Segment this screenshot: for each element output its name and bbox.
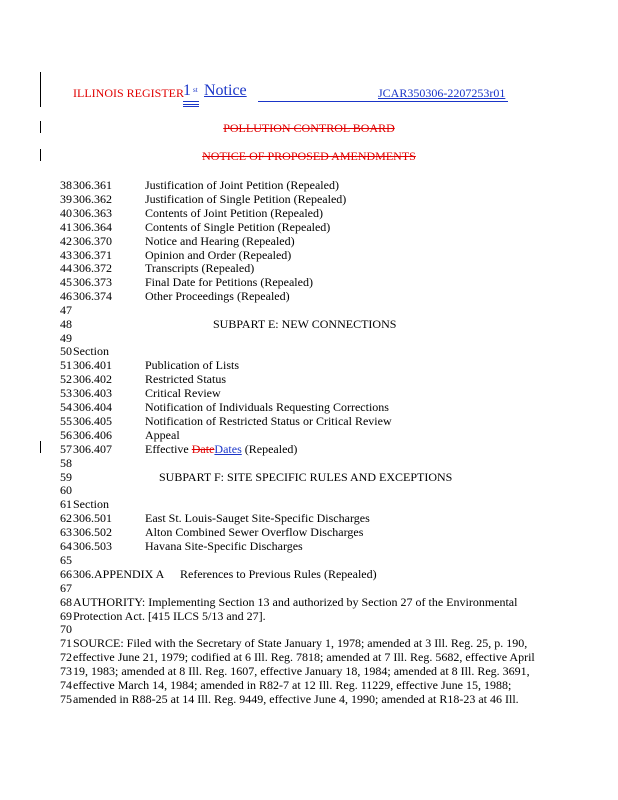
line-number: 41 bbox=[60, 219, 72, 234]
section-number: 306.373 bbox=[73, 275, 112, 290]
change-bar bbox=[40, 72, 41, 107]
line-number: 45 bbox=[60, 275, 72, 290]
line-number: 47 bbox=[60, 303, 72, 317]
deleted-text: Date bbox=[191, 442, 215, 456]
section-title: Restricted Status bbox=[145, 371, 226, 386]
section-number: 306.503 bbox=[73, 538, 112, 553]
section-number: 306.362 bbox=[73, 191, 112, 206]
section-title: Justification of Single Petition (Repealed) bbox=[145, 191, 347, 206]
section-title-amended bbox=[145, 442, 297, 456]
section-title: Critical Review bbox=[145, 385, 221, 400]
paragraph-line: AUTHORITY: Implementing Section 13 and authorized by Section 27 of the Environmental bbox=[73, 595, 518, 609]
section-title: Publication of Lists bbox=[145, 358, 239, 372]
line-number: 48 bbox=[60, 317, 72, 331]
line-number: 69 bbox=[60, 608, 72, 623]
section-number: 306.363 bbox=[73, 205, 112, 220]
section-title: Havana Site-Specific Discharges bbox=[145, 538, 303, 553]
appendix-title: References to Previous Rules (Repealed) bbox=[180, 567, 377, 581]
section-title: Contents of Joint Petition (Repealed) bbox=[145, 205, 323, 220]
section-number: 306.405 bbox=[73, 413, 112, 428]
section-title: East St. Louis-Sauget Site-Specific Discharges bbox=[145, 511, 370, 525]
notice-type: NOTICE OF PROPOSED AMENDMENTS bbox=[202, 149, 416, 163]
line-number: 52 bbox=[60, 371, 72, 386]
line-number: 71 bbox=[60, 636, 72, 650]
line-number: 57 bbox=[60, 442, 72, 456]
line-number: 51 bbox=[60, 358, 72, 372]
line-number: 61 bbox=[60, 497, 72, 511]
section-number: 306.501 bbox=[73, 511, 112, 525]
line-number: 49 bbox=[60, 331, 72, 345]
section-number: 306.404 bbox=[73, 399, 112, 414]
paragraph-line: 19, 1983; amended at 8 Ill. Reg. 1607, effective January 18, 1984; amended at 8 Ill. Reg. 3691, bbox=[73, 663, 530, 678]
subpart-f-heading: SUBPART F: SITE SPECIFIC RULES AND EXCEPTIONS bbox=[159, 470, 453, 484]
section-title: Other Proceedings (Repealed) bbox=[145, 289, 290, 304]
line-number: 39 bbox=[60, 191, 72, 206]
line-number: 64 bbox=[60, 538, 72, 553]
page-number: 1 bbox=[183, 82, 191, 99]
section-number: 306.374 bbox=[73, 289, 112, 304]
line-number: 38 bbox=[60, 178, 72, 192]
section-number: 306.403 bbox=[73, 385, 112, 400]
section-title: Final Date for Petitions (Repealed) bbox=[145, 275, 313, 290]
header-underline bbox=[183, 106, 199, 107]
paragraph-line: effective March 14, 1984; amended in R82-7 at 12 Ill. Reg. 11229, effective June 15, 1988; bbox=[73, 677, 512, 692]
line-number: 72 bbox=[60, 649, 72, 664]
section-title: Transcripts (Repealed) bbox=[145, 261, 255, 276]
line-number: 74 bbox=[60, 677, 72, 692]
register-name: ILLINOIS REGISTER bbox=[73, 86, 184, 100]
section-number: 306.371 bbox=[73, 247, 112, 262]
section-number: 306.402 bbox=[73, 371, 112, 386]
appendix-section: 306.APPENDIX A bbox=[73, 567, 165, 581]
section-title: Notification of Individuals Requesting Corrections bbox=[145, 399, 389, 414]
title-prefix: Effective bbox=[145, 442, 192, 456]
line-number: 59 bbox=[60, 470, 72, 484]
section-number: 306.407 bbox=[73, 442, 112, 456]
section-title: Opinion and Order (Repealed) bbox=[145, 247, 292, 262]
section-title: Justification of Joint Petition (Repealed) bbox=[145, 178, 339, 192]
section-title: Notice and Hearing (Repealed) bbox=[145, 233, 295, 248]
section-title: Alton Combined Sewer Overflow Discharges bbox=[145, 524, 364, 539]
line-number: 40 bbox=[60, 205, 72, 220]
change-bar bbox=[40, 441, 41, 453]
line-number: 75 bbox=[60, 691, 72, 706]
header-double-underline bbox=[183, 101, 199, 105]
section-number: 306.370 bbox=[73, 233, 112, 248]
agency-name: POLLUTION CONTROL BOARD bbox=[223, 121, 395, 135]
section-number: 306.372 bbox=[73, 261, 112, 276]
page-number-superscript: st bbox=[193, 86, 198, 94]
section-number: 306.401 bbox=[73, 358, 112, 372]
section-label: Section bbox=[73, 497, 109, 511]
title-suffix: (Repealed) bbox=[241, 442, 298, 456]
paragraph-line: Protection Act. [415 ILCS 5/13 and 27]. bbox=[73, 608, 266, 623]
line-number: 43 bbox=[60, 247, 72, 262]
header-code: JCAR350306-2207253r01 bbox=[378, 86, 506, 100]
line-number: 60 bbox=[60, 483, 72, 497]
line-number: 66 bbox=[60, 567, 72, 581]
line-number: 70 bbox=[60, 622, 72, 636]
line-number: 67 bbox=[60, 581, 72, 595]
section-number: 306.361 bbox=[73, 178, 112, 192]
line-number: 44 bbox=[60, 261, 72, 276]
line-number: 58 bbox=[60, 456, 72, 470]
line-number: 54 bbox=[60, 399, 72, 414]
section-label: Section bbox=[73, 344, 109, 358]
line-number: 50 bbox=[60, 344, 72, 358]
line-number: 56 bbox=[60, 427, 72, 442]
line-number: 62 bbox=[60, 511, 72, 525]
line-number: 68 bbox=[60, 595, 72, 609]
line-number: 42 bbox=[60, 233, 72, 248]
paragraph-line: amended in R88-25 at 14 Ill. Reg. 9449, effective June 4, 1990; amended at R18-23 at 46 Ill. bbox=[73, 691, 519, 706]
subpart-e-heading: SUBPART E: NEW CONNECTIONS bbox=[213, 317, 397, 331]
section-number: 306.364 bbox=[73, 219, 112, 234]
section-number: 306.502 bbox=[73, 524, 112, 539]
section-title: Appeal bbox=[145, 427, 180, 442]
section-number: 306.406 bbox=[73, 427, 112, 442]
paragraph-line: SOURCE: Filed with the Secretary of State January 1, 1978; amended at 3 Ill. Reg. 25, p. 190, bbox=[73, 636, 528, 650]
header-rule bbox=[258, 101, 508, 102]
line-number: 46 bbox=[60, 289, 72, 304]
section-title: Notification of Restricted Status or Critical Review bbox=[145, 413, 392, 428]
header-title: Notice bbox=[204, 82, 247, 99]
paragraph-line: effective June 21, 1979; codified at 6 Ill. Reg. 7818; amended at 7 Ill. Reg. 5682, effective April bbox=[73, 649, 535, 664]
section-title: Contents of Single Petition (Repealed) bbox=[145, 219, 331, 234]
line-number: 53 bbox=[60, 385, 72, 400]
line-number: 73 bbox=[60, 663, 72, 678]
line-number: 65 bbox=[60, 553, 72, 567]
inserted-text: Dates bbox=[214, 442, 242, 456]
line-number: 55 bbox=[60, 413, 72, 428]
line-number: 63 bbox=[60, 524, 72, 539]
